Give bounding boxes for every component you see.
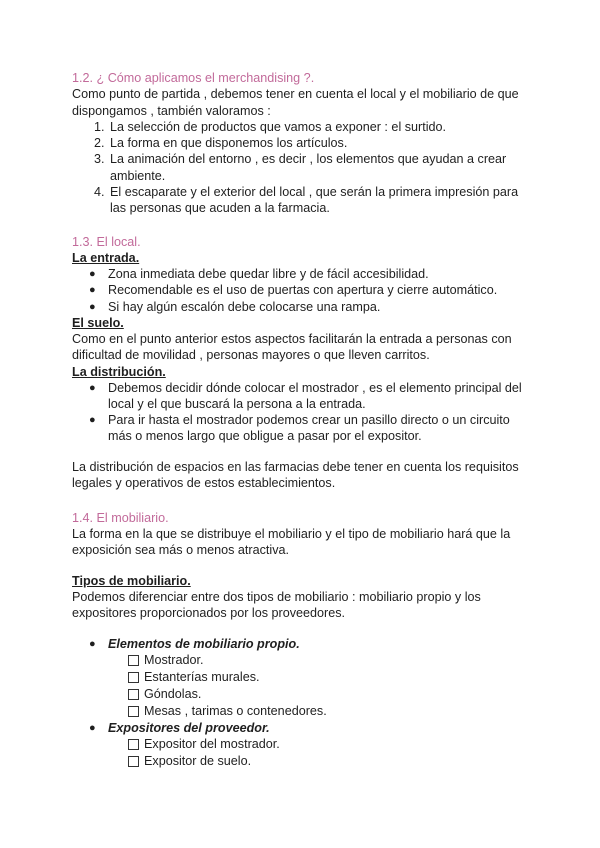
distribucion-closing: La distribución de espacios en las farmacias debe tener en cuenta los requisitos legales y operativos de estos establecimientos. bbox=[72, 459, 519, 491]
mobiliario-types-list-2 bbox=[72, 720, 532, 736]
checklist-item: Expositor de suelo. bbox=[128, 753, 532, 770]
checkbox-icon bbox=[128, 706, 139, 717]
checkbox-icon bbox=[128, 655, 139, 666]
tipos-heading: Tipos de mobiliario. bbox=[72, 573, 191, 588]
propio-checklist bbox=[72, 652, 532, 720]
bullet-icon: ● bbox=[89, 721, 96, 734]
list-item: ● Recomendable es el uso de puertas con apertura y cierre automático. bbox=[89, 283, 498, 298]
tipos-text: Podemos diferenciar entre dos tipos de mobiliario : mobiliario propio y los expositores proporcionados por los proveedores. bbox=[72, 589, 481, 621]
checklist-item: Expositor del mostrador. bbox=[128, 736, 532, 753]
distribucion-list bbox=[72, 380, 532, 445]
bullet-icon: ● bbox=[89, 284, 96, 297]
checkbox-icon bbox=[128, 756, 139, 767]
list-item: ● Debemos decidir dónde colocar el mostrador , es el elemento principal del local y el que buscará la persona a la entrada. bbox=[89, 380, 522, 412]
section-1-2-title: 1.2. ¿ Cómo aplicamos el merchandising ?. bbox=[72, 71, 315, 85]
entrada-heading: La entrada. bbox=[72, 251, 140, 266]
checklist-item: Mesas , tarimas o contenedores. bbox=[128, 703, 532, 720]
suelo-text: Como en el punto anterior estos aspectos facilitarán la entrada a personas con dificultad de movilidad , personas mayores o que lleven carritos. bbox=[72, 331, 512, 363]
list-item: ● Para ir hasta el mostrador podemos crear un pasillo directo o un circuito más o menos largo que obligue a pasar por el expositor. bbox=[89, 413, 510, 444]
list-item: ● Si hay algún escalón debe colocarse una rampa. bbox=[89, 299, 381, 314]
section-1-2-intro: Como punto de partida , debemos tener en cuenta el local y el mobiliario de que dispongamos , también valoramos : bbox=[72, 87, 519, 118]
list-item: 4. El escaparate y el exterior del local , que serán la primera impresión para las personas que acuden a la farmacia. bbox=[108, 184, 532, 216]
mobiliario-types-list bbox=[72, 636, 532, 652]
proveedor-checklist bbox=[72, 736, 532, 770]
list-item: 1. La selección de productos que vamos a exponer : el surtido. bbox=[108, 119, 532, 135]
bullet-icon: ● bbox=[89, 300, 96, 313]
checkbox-icon bbox=[128, 739, 139, 750]
list-item: 3. La animación del entorno , es decir , los elementos que ayudan a crear ambiente. bbox=[108, 151, 532, 183]
list-item: ● Zona inmediata debe quedar libre y de fácil accesibilidad. bbox=[89, 267, 429, 282]
checklist-item: Mostrador. bbox=[128, 652, 532, 669]
section-1-4-intro: La forma en la que se distribuye el mobiliario y el tipo de mobiliario hará que la exposición sea más o menos atractiva. bbox=[72, 526, 511, 558]
bullet-icon: ● bbox=[89, 414, 96, 427]
list-item: ● Expositores del proveedor. bbox=[89, 720, 270, 735]
checklist-item: Estanterías murales. bbox=[128, 669, 532, 686]
section-1-2-list bbox=[72, 119, 532, 216]
bullet-icon: ● bbox=[89, 637, 96, 650]
checklist-item: Góndolas. bbox=[128, 686, 532, 703]
checkbox-icon bbox=[128, 689, 139, 700]
distribucion-heading: La distribución. bbox=[72, 364, 166, 379]
suelo-heading: El suelo. bbox=[72, 315, 124, 330]
bullet-icon: ● bbox=[89, 268, 96, 281]
checkbox-icon bbox=[128, 672, 139, 683]
section-1-3-title: 1.3. El local. bbox=[72, 235, 141, 250]
list-item: ● Elementos de mobiliario propio. bbox=[89, 636, 300, 651]
bullet-icon: ● bbox=[89, 381, 96, 394]
document-page bbox=[72, 70, 532, 770]
list-item: 2. La forma en que disponemos los artículos. bbox=[108, 135, 532, 151]
section-1-4-title: 1.4. El mobiliario. bbox=[72, 510, 169, 525]
entrada-list bbox=[72, 266, 532, 315]
